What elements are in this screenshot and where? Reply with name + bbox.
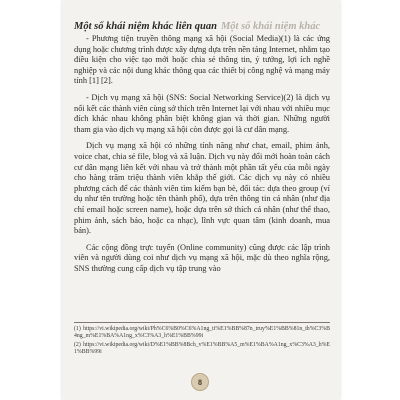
- page-number: 8: [191, 373, 209, 391]
- footnotes: [74, 322, 330, 357]
- paragraph-sns: - Dịch vụ mạng xã hội (SNS: Social Networking Service)(2) là dịch vụ nối kết các thành viên cùng sở thích trên Internet lại với nhau với nhiều mục đích khác nhau không phân biệt không gian và thời gian. Những người tham gia vào dịch vụ mạng xã hội còn được gọi là cư dân mạng.: [74, 92, 330, 134]
- bleed-through-text: Một số khái niệm khác: [220, 21, 321, 32]
- page-content: [74, 16, 330, 280]
- footnote-1: (1) https://vi.wikipedia.org/wiki/Ph%C6%B0%C6%A1ng_ti%E1%BB%87n_truy%E1%BB%81n_th%C3%B4ng_m%E1%BA%A1ng_x%C3%A3_h%E1%BB%99i: [74, 326, 330, 340]
- footnote-2: (2) https://vi.wikipedia.org/wiki/D%E1%BB%8Bch_v%E1%BB%A5_m%E1%BA%A1ng_x%C3%A3_h%E1%BB%99i: [74, 341, 330, 355]
- paragraph-social-media: - Phương tiện truyền thông mạng xã hội (Social Media)(1) là các ứng dụng hoặc chương trình được xây dựng dựa trên nền tảng Internet, nhằm tạo điều kiện cho việc tạo mới hoặc chia sẻ thông tin, ý tưởng, lợi ích nghề nghiệp và các nội dung khác thông qua các thiết bị công nghệ và mạng máy tính [1] [2].: [74, 34, 330, 86]
- section-title: Một số khái niệm khác liên quan: [74, 21, 217, 32]
- book-page: [62, 0, 340, 400]
- section-heading-row: [74, 16, 330, 34]
- paragraph-features: Dịch vụ mạng xã hội có những tính năng như chat, email, phim ảnh, voice chat, chia sẻ file, blog và xã luận. Dịch vụ này đổi mới hoàn toàn cách cư dân mạng liên kết với nhau và trở thành một phần tất yếu của mỗi ngày cho hàng trăm triệu thành viên khắp thế giới. Các dịch vụ này có nhiều phương cách để các thành viên tìm kiếm bạn bè, đối tác: dựa theo group (ví dụ như tên trường hoặc tên thành phố), dựa trên thông tin cá nhân (như địa chỉ email hoặc screen name), hoặc dựa trên sở thích cá nhân (như thể thao, phim ảnh, sách báo, hoặc ca nhạc), lĩnh vực quan tâm (kinh doanh, mua bán).: [74, 141, 330, 236]
- paragraph-online-community: Các cộng đồng trực tuyến (Online community) cũng được các lập trình viên và người dùng coi như dịch vụ mạng xã hội, mặc dù theo nghĩa rộng, SNS thường cung cấp dịch vụ tập trung vào: [74, 242, 330, 273]
